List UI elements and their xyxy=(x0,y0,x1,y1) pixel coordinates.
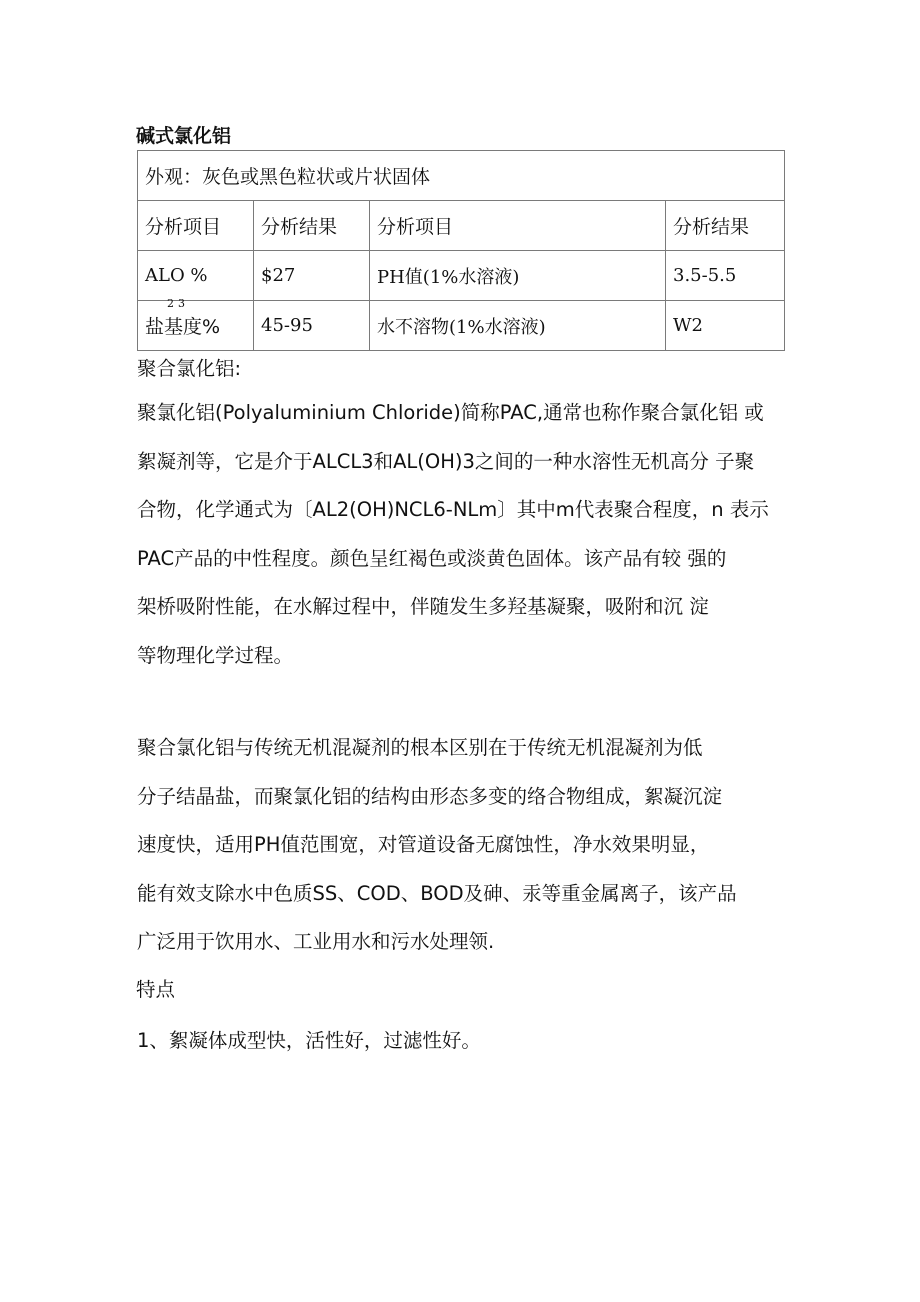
text-line: 架桥吸附性能，在水解过程中，伴随发生多羟基凝聚，吸附和沉 淀 xyxy=(137,595,709,618)
table-cell: 45-95 xyxy=(254,301,370,351)
section-heading: 聚合氯化铝: xyxy=(137,357,242,380)
text-line: 合物，化学通式为〔AL2(OH)NCL6-NLm〕其中m代表聚合程度，n 表示 xyxy=(137,498,769,521)
table-cell: 3.5-5.5 xyxy=(666,251,785,301)
alo-main: ALO % xyxy=(145,265,208,286)
alo-label xyxy=(145,265,208,310)
table-header-row xyxy=(138,201,785,251)
document-title: 碱式氯化铝 xyxy=(136,125,232,147)
text-line: 能有效支除水中色质SS、COD、BOD及砷、汞等重金属离子，该产品 xyxy=(137,881,737,905)
header-cell: 分析结果 xyxy=(666,201,785,251)
feature-item: 1、絮凝体成型快，活性好，过滤性好。 xyxy=(137,1029,481,1052)
table-row xyxy=(138,151,785,201)
table-cell xyxy=(138,251,254,310)
text-line: 絮凝剂等，它是介于ALCL3和AL(OH)3之间的一种水溶性无机高分 子聚 xyxy=(137,449,755,473)
spec-table xyxy=(137,150,785,351)
table-cell: PH值(1%水溶液) xyxy=(370,251,666,301)
text-line: 等物理化学过程。 xyxy=(137,643,294,667)
paragraph-2 xyxy=(137,724,797,967)
table-cell: 水不溶物(1%水溶液) xyxy=(370,301,666,351)
text-line: 速度快，适用PH值范围宽，对管道设备无腐蚀性，净水效果明显， xyxy=(137,833,710,856)
paragraph-1 xyxy=(137,389,797,680)
text-line: PAC产品的中性程度。颜色呈红褐色或淡黄色固体。该产品有较 强的 xyxy=(137,546,727,570)
table-cell: W2 xyxy=(666,301,785,351)
text-line: 聚合氯化铝与传统无机混凝剂的根本区别在于传统无机混凝剂为低 xyxy=(137,736,703,759)
table-row xyxy=(138,251,785,301)
appearance-cell: 外观：灰色或黑色粒状或片状固体 xyxy=(138,151,785,201)
alo-subscript: 23 xyxy=(167,297,189,310)
table-cell: $27 xyxy=(254,251,370,301)
header-cell: 分析项目 xyxy=(370,201,666,251)
table-row xyxy=(138,301,785,351)
text-line: 广泛用于饮用水、工业用水和污水处理领. xyxy=(137,930,495,953)
table-cell: 盐基度% xyxy=(138,301,254,351)
features-heading: 特点 xyxy=(136,978,176,1001)
text-line: 分子结晶盐，而聚氯化铝的结构由形态多变的络合物组成，絮凝沉淀 xyxy=(137,784,723,808)
text-line: 聚氯化铝(Polyaluminium Chloride)简称PAC,通常也称作聚合氯化铝 或 xyxy=(137,401,764,424)
header-cell: 分析项目 xyxy=(138,201,254,251)
header-cell: 分析结果 xyxy=(254,201,370,251)
